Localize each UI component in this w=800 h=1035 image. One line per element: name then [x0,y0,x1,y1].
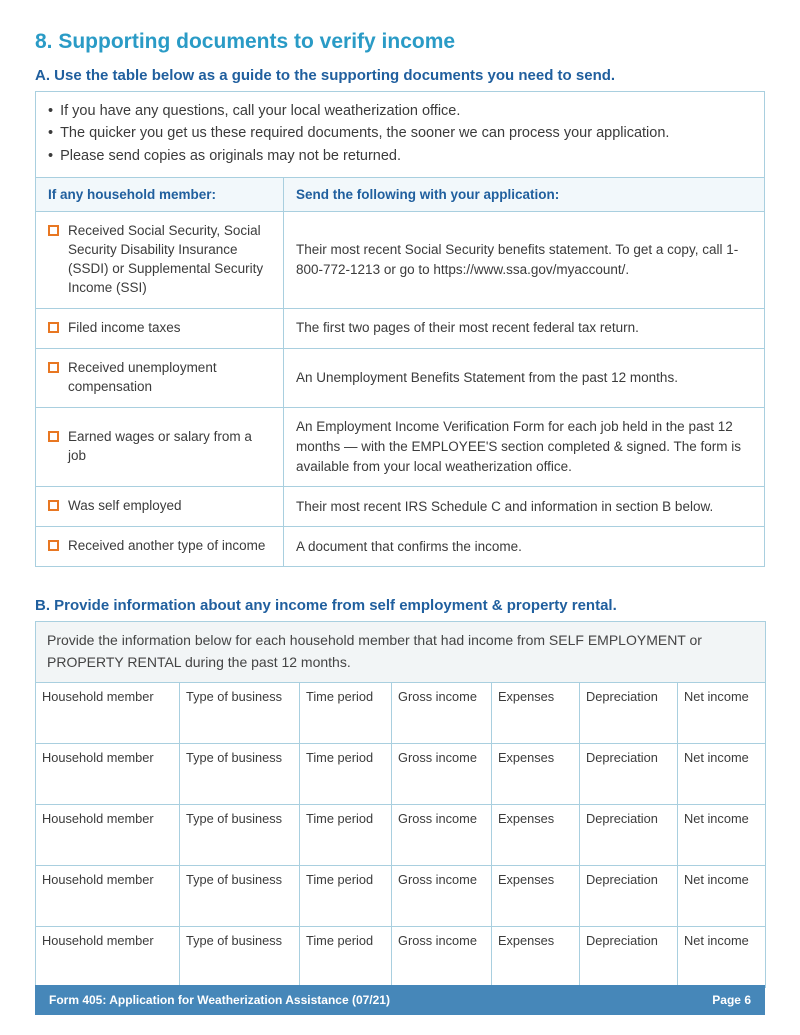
send-text: An Employment Income Verification Form for each job held in the past 12 months — with the EMPLOYEE'S section completed & signed. The form is available from your local weatherization office. [284,407,765,487]
cell-label: Gross income [398,871,477,887]
send-text: Their most recent IRS Schedule C and information in section B below. [284,487,765,527]
income-entry-row [36,926,766,987]
table-row-other-income [36,527,765,567]
input-cell-type-of-business[interactable] [180,743,300,804]
cell-label: Net income [684,810,749,826]
cell-label: Expenses [498,810,555,826]
cell-label: Depreciation [586,810,658,826]
input-cell-depreciation[interactable] [580,865,678,926]
input-cell-net-income[interactable] [678,865,766,926]
member-label: Received another type of income [68,538,266,554]
input-cell-depreciation[interactable] [580,743,678,804]
cell-label: Depreciation [586,932,658,948]
instruction-text: Provide the information below for each household member that had income from SELF EMPLOYMENT or PROPERTY RENTAL during the past 12 months. [36,622,766,682]
member-cell [36,407,284,487]
checkbox-icon[interactable] [48,500,59,511]
cell-label: Net income [684,749,749,765]
cell-label: Expenses [498,871,555,887]
member-label: Was self employed [68,498,182,514]
input-cell-time-period[interactable] [300,865,392,926]
send-text: The first two pages of their most recent federal tax return. [284,308,765,348]
checkbox-icon[interactable] [48,322,59,333]
cell-label: Depreciation [586,688,658,704]
income-entry-row [36,804,766,865]
column-header-member: If any household member: [36,178,284,212]
member-cell [36,308,284,348]
cell-label: Type of business [186,871,283,887]
cell-label: Expenses [498,932,555,948]
column-header-send: Send the following with your application: [284,178,765,212]
input-cell-household-member[interactable] [36,743,180,804]
income-entry-row [36,743,766,804]
input-cell-type-of-business[interactable] [180,804,300,865]
cell-label: Net income [684,871,749,887]
income-entry-row [36,865,766,926]
cell-label: Depreciation [586,871,658,887]
notes-row [36,92,765,178]
section-b-table [35,621,766,987]
footer-form-label: Form 405: Application for Weatherization Assistance (07/21) [49,993,390,1007]
member-cell [36,348,284,407]
cell-label: Household member [42,749,154,765]
member-cell [36,527,284,567]
input-cell-type-of-business[interactable] [180,926,300,987]
section-b-heading: B. Provide information about any income from self employment & property rental. [35,597,617,615]
cell-label: Time period [306,871,374,887]
member-label: Received unemployment compensation [68,359,217,394]
table-row-unemployment [36,348,765,407]
page-title: 8. Supporting documents to verify income [35,30,456,53]
cell-label: Depreciation [586,749,658,765]
input-cell-gross-income[interactable] [392,865,492,926]
income-entry-row [36,682,766,743]
cell-label: Net income [684,688,749,704]
input-cell-household-member[interactable] [36,682,180,743]
cell-label: Type of business [186,932,283,948]
cell-label: Type of business [186,749,283,765]
section-a-heading: A. Use the table below as a guide to the supporting documents you need to send. [35,67,616,84]
input-cell-household-member[interactable] [36,865,180,926]
input-cell-expenses[interactable] [492,682,580,743]
cell-label: Gross income [398,749,477,765]
cell-label: Gross income [398,688,477,704]
send-text: A document that confirms the income. [284,527,765,567]
member-cell [36,212,284,309]
input-cell-net-income[interactable] [678,926,766,987]
cell-label: Net income [684,932,749,948]
send-text: An Unemployment Benefits Statement from the past 12 months. [284,348,765,407]
cell-label: Time period [306,810,374,826]
cell-label: Household member [42,810,154,826]
input-cell-net-income[interactable] [678,804,766,865]
input-cell-type-of-business[interactable] [180,865,300,926]
table-row-self-employed [36,487,765,527]
input-cell-household-member[interactable] [36,926,180,987]
notes-list [48,100,752,167]
input-cell-time-period[interactable] [300,743,392,804]
checkbox-icon[interactable] [48,431,59,442]
cell-label: Household member [42,932,154,948]
section-a-table [35,91,765,567]
checkbox-icon[interactable] [48,362,59,373]
cell-label: Time period [306,749,374,765]
table-row-income-taxes [36,308,765,348]
input-cell-net-income[interactable] [678,682,766,743]
cell-label: Type of business [186,688,283,704]
notes-cell [36,92,765,178]
cell-label: Expenses [498,688,555,704]
note-item: • The quicker you get us these required documents, the sooner we can process your application. [48,122,752,144]
note-item: • If you have any questions, call your local weatherization office. [48,100,752,122]
cell-label: Time period [306,932,374,948]
cell-label: Time period [306,688,374,704]
cell-label: Gross income [398,810,477,826]
cell-label: Type of business [186,810,283,826]
cell-label: Expenses [498,749,555,765]
input-cell-depreciation[interactable] [580,926,678,987]
member-label: Earned wages or salary from a job [68,429,252,464]
note-item: • Please send copies as originals may not be returned. [48,145,752,167]
input-cell-gross-income[interactable] [392,926,492,987]
checkbox-icon[interactable] [48,540,59,551]
input-cell-expenses[interactable] [492,743,580,804]
member-label: Received Social Security, Social Security Disability Insurance (SSDI) or Supplemental Security Income (SSI) [68,223,264,296]
footer-bar [35,985,765,1015]
cell-label: Gross income [398,932,477,948]
instruction-row [36,622,766,682]
input-cell-expenses[interactable] [492,926,580,987]
member-cell [36,487,284,527]
input-cell-gross-income[interactable] [392,743,492,804]
input-cell-time-period[interactable] [300,926,392,987]
input-cell-type-of-business[interactable] [180,682,300,743]
input-cell-time-period[interactable] [300,682,392,743]
footer-page-number: Page 6 [712,993,751,1007]
input-cell-depreciation[interactable] [580,682,678,743]
member-label: Filed income taxes [68,319,181,335]
table-row-wages [36,407,765,487]
input-cell-depreciation[interactable] [580,804,678,865]
input-cell-gross-income[interactable] [392,682,492,743]
send-text: Their most recent Social Security benefits statement. To get a copy, call 1-800-772-1213 or go to https://www.ssa.gov/myaccount/. [284,212,765,309]
cell-label: Household member [42,871,154,887]
table-header-row [36,178,765,212]
input-cell-expenses[interactable] [492,804,580,865]
input-cell-net-income[interactable] [678,743,766,804]
checkbox-icon[interactable] [48,225,59,236]
input-cell-expenses[interactable] [492,865,580,926]
input-cell-gross-income[interactable] [392,804,492,865]
cell-label: Household member [42,688,154,704]
input-cell-household-member[interactable] [36,804,180,865]
table-row-social-security [36,212,765,309]
input-cell-time-period[interactable] [300,804,392,865]
